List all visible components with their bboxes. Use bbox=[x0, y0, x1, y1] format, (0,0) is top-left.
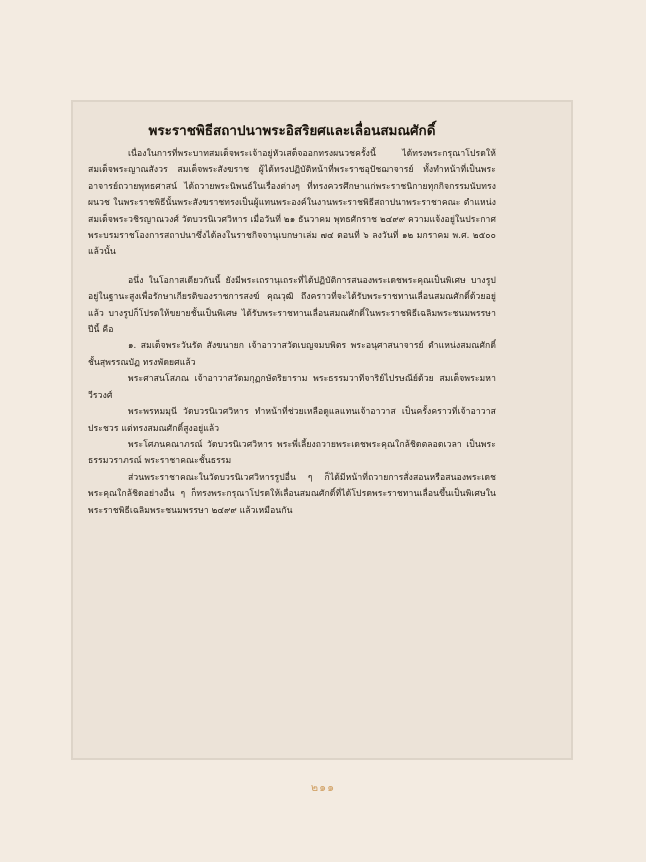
paragraph: ๑. สมเด็จพระวันรัต สังฆนายก เจ้าอาวาสวัดเบญจมบพิตร พระอนุศาสนาจารย์ ตำแหน่งสมณศักดิ์ชั้นสุพรรณบัฏ ทรงพัดยศแล้ว bbox=[88, 341, 496, 368]
document-title: พระราชพิธีสถาปนาพระอิสริยศและเลื่อนสมณศักดิ์ bbox=[148, 123, 436, 139]
paragraph: พระศาสนโสภณ เจ้าอาวาสวัดมกุฏกษัตริยาราม พระธรรมวาทีจาริย์ไปรษณีย์ด้วย สมเด็จพระมหาวีรวงศ์ bbox=[88, 374, 496, 401]
paragraph: เนื่องในการที่พระบาทสมเด็จพระเจ้าอยู่หัวเสด็จออกทรงผนวชครั้งนี้ ได้ทรงพระกรุณาโปรดให้สมเด็จพระญาณสังวร สมเด็จพระสังฆราช ผู้ได้ทรงปฏิบัติหน้าที่พระราชอุปัชฌาจารย์ ทั้งทำหน้าที่เป็นพระอาจารย์ถวายพุทธศาสน์ ได้ถวายพระนิพนธ์ในเรื่องต่างๆ ที่ทรงควรศึกษาแก่พระราชนิกายทุกกิจกรรมนับทรงผนวช ในพระราชพิธีนั้นพระสังฆราชทรงเป็นผู้แทนพระองค์ในงานพระราชพิธีสถาปนาพระราชาคณะ ตำแหน่งสมเด็จพระวชิรญาณวงศ์ วัดบวรนิเวศวิหาร เมื่อวันที่ ๒๑ ธันวาคม พุทธศักราช ๒๔๙๙ ความแจ้งอยู่ในประกาศพระบรมราชโองการสถาปนาซึ่งได้ลงในราชกิจจานุเบกษาเล่ม ๗๔ ตอนที่ ๖ ลงวันที่ ๑๒ มกราคม พ.ศ. ๒๕๐๐ แล้วนั้น bbox=[88, 149, 496, 258]
paragraph: อนึ่ง ในโอกาสเดียวกันนี้ ยังมีพระเถรานุเถระที่ได้ปฏิบัติการสนองพระเดชพระคุณเป็นพิเศษ บางรูปอยู่ในฐานะสูงเพื่อรักษาเกียรติของราชการสงฆ์ คุณวุฒิ ถึงคราวที่จะได้รับพระราชทานเลื่อนสมณศักดิ์ด้วยอยู่แล้ว บางรูปก็โปรดให้ขยายชั้นเป็นพิเศษ ได้รับพระราชทานเลื่อนสมณศักดิ์ในพระราชพิธีเฉลิมพระชนมพรรษา ปีนี้ คือ bbox=[88, 275, 496, 336]
paragraph: พระพรหมมุนี วัดบวรนิเวศวิหาร ทำหน้าที่ช่วยเหลือดูแลแทนเจ้าอาวาส เป็นครั้งคราวที่เจ้าอาวาสประชวร แต่ทรงสมณศักดิ์สูงอยู่แล้ว bbox=[88, 407, 496, 434]
paragraph: ส่วนพระราชาคณะในวัดบวรนิเวศวิหารรูปอื่น ๆ ก็ได้มีหน้าที่ถวายการสั่งสอนหรือสนองพระเดชพระคุณใกล้ชิดอย่างอื่น ๆ ก็ทรงพระกรุณาโปรดให้เลื่อนสมณศักดิ์ที่ได้โปรดพระราชทานเลื่อนขึ้นเป็นพิเศษในพระราชพิธีเฉลิมพระชนมพรรษา ๒๔๙๙ แล้วเหมือนกัน bbox=[88, 472, 496, 516]
paragraph: พระโศภนคณาภรณ์ วัดบวรนิเวศวิหาร พระพี่เลี้ยงถวายพระเดชพระคุณใกล้ชิดตลอดเวลา เป็นพระธรรมวราภรณ์ พระราชาคณะชั้นธรรม bbox=[88, 439, 496, 467]
document-body bbox=[88, 118, 496, 748]
page-number: ๒๑๑ bbox=[310, 781, 336, 794]
